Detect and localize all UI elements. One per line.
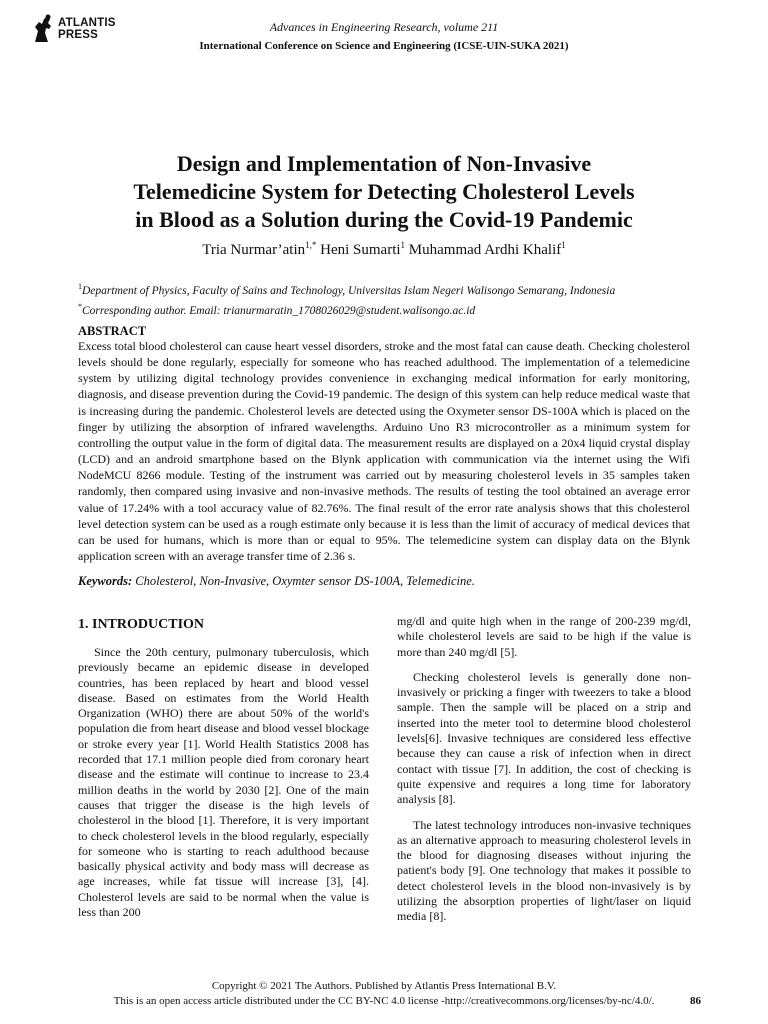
- title-line: in Blood as a Solution during the Covid-19 Pandemic: [135, 207, 633, 232]
- abstract-heading: ABSTRACT: [78, 324, 147, 338]
- left-column-paragraph: Since the 20th century, pulmonary tuberculosis, which previously became an epidemic disease in developed countries, has been replaced by heart and blood vessel disease. Based on estimates from the World Health Organization (WHO) there are about 50% of the world's population die from heart disease and blood vessel blockage or stroke every year [1]. World Health Statistics 2008 has recorded that 17.1 million people died from coronary heart disease and the estimate will continue to increase to 23.4 million deaths in the world by 2030 [2]. One of the main causes that trigger the disease is the high levels of cholesterol in the blood [1]. Therefore, it is very important to check cholesterol levels in the blood regularly, especially for someone who is starting to reach adulthood because basically physical activity and body mass will decrease as age increases, while fat tissue will increase [3], [4]. Cholesterol levels are said to be normal when the value is less than 200: [78, 645, 369, 920]
- author-name: Tria Nurmar’atin: [202, 242, 306, 258]
- license-notice: This is an open access article distributed under the CC BY-NC 4.0 license -http://creativecommons.org/licenses/by-nc/4.0/.: [113, 995, 655, 1007]
- page-number: 86: [690, 995, 701, 1007]
- corresponding-author: Corresponding author. Email: trianurmaratin_1708026029@student.walisongo.ac.id: [82, 304, 476, 317]
- affiliation-line: [78, 279, 698, 299]
- section-heading: 1. INTRODUCTION: [78, 617, 205, 632]
- author-name: Muhammad Ardhi Khalif: [408, 242, 562, 258]
- affiliation-text: Department of Physics, Faculty of Sains and Technology, Universitas Islam Negeri Walisongo Semarang, Indonesia: [82, 284, 616, 297]
- keywords-label: Keywords:: [78, 574, 133, 588]
- affiliations: [78, 279, 698, 319]
- affiliation-mark: *: [78, 301, 82, 311]
- title-line: Design and Implementation of Non-Invasive: [176, 151, 592, 176]
- conference-name: International Conference on Science and Engineering (ICSE-UIN-SUKA 2021): [199, 40, 569, 52]
- paragraph: The latest technology introduces non-invasive techniques as an alternative approach to measuring cholesterol levels in the blood for diagnosing diseases without injuring the patient's body [9]. One technology that makes it possible to detect cholesterol levels in the blood non-invasively is by utilizing the absorption properties of light/laser on liquid media [8].: [397, 817, 691, 924]
- paragraph: mg/dl and quite high when in the range of 200-239 mg/dl, while cholesterol levels are said to be high if the value is more than 240 mg/dl [5].: [397, 614, 691, 659]
- journal-series: Advances in Engineering Research, volume 211: [269, 20, 499, 34]
- keywords: [78, 574, 475, 589]
- author-affiliation-mark: 1: [561, 240, 566, 250]
- publisher-line1: ATLANTIS: [58, 17, 116, 29]
- author-list: [0, 240, 768, 259]
- title-line: Telemedicine System for Detecting Cholesterol Levels: [133, 179, 635, 204]
- author-affiliation-mark: 1,*: [305, 240, 317, 250]
- right-column: [397, 614, 691, 935]
- publisher-line2: PRESS: [58, 29, 98, 41]
- affiliation-mark: 1: [78, 282, 82, 291]
- abstract-text: Excess total blood cholesterol can cause heart vessel disorders, stroke and the most fatal can cause death. Checking cholesterol levels should be done regularly, especially for someone who has reached adulthood. The implementation of a telemedicine system by utilizing digital technology provides convenience in exchanging medical information for early monitoring, diagnosis, and disease prevention during the Covid-19 pandemic. The design of this system can help reduce medical waste that is increasing during the pandemic. Cholesterol levels are detected using the Oxymeter sensor DS-100A which is placed on the finger by utilizing the absorption of infrared wavelengths. Arduino Uno R3 microcontroller as a minimum system for controlling the output value in the form of digital data. The measurement results are displayed on a 20x4 liquid crystal display (LCD) and an android smartphone based on the Blynk application with communication via the internet using the Wifi NodeMCU 8266 module. Testing of the instrument was carried out by measuring cholesterol levels in 35 samples taken randomly, then compared using invasive and non-invasive methods. The results of testing the tool obtained an average error value of 17.24% with a tool accuracy value of 82.76%. The final result of the error rate analysis shows that this cholesterol level detection system can be used as a rough estimate only because it is less than the limit of accuracy of medical devices that can be used for humans, which is more than or equal to 95%. The telemedicine system can display data on the Blynk application screen with an average transfer time of 2.36 s.: [78, 339, 690, 564]
- paper-title: [70, 150, 698, 234]
- affiliation-line: [78, 299, 698, 319]
- copyright-notice: Copyright © 2021 The Authors. Published by Atlantis Press International B.V.: [211, 980, 557, 992]
- keywords-text: Cholesterol, Non-Invasive, Oxymter sensor DS-100A, Telemedicine.: [135, 574, 475, 588]
- author-affiliation-mark: 1: [400, 240, 406, 250]
- author-name: Heni Sumarti: [320, 242, 401, 258]
- paragraph: Checking cholesterol levels is generally done non-invasively or pricking a finger with tweezers to take a blood sample. Then the sample will be placed on a strip and inserted into the meter tool to determine blood cholesterol levels[6]. Invasive techniques are considered less effective because they can cause a risk of infection when in direct contact with tissue [7]. In addition, the cost of checking is quite expensive and requires a long time for laboratory analysis [8].: [397, 669, 691, 807]
